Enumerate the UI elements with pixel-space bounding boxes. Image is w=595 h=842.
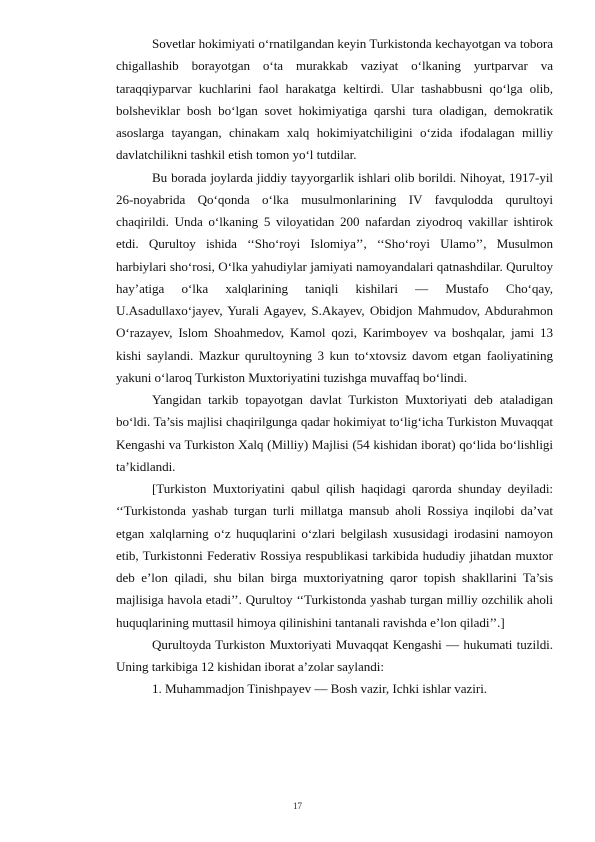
page-number: 17 (293, 801, 302, 811)
paragraph-4: [Turkiston Muxtoriyatini qabul qilish haqidagi qarorda shunday deyiladi: ‘‘Turkistonda yashab turgan turli millatga mansub aholi Rossiya inqilobi da’vat etgan xalqlarning o‘z huquqlarini o‘zlari belgilash xususidagi irodasini namoyon etib, Turkistonni Federativ Rossiya respublikasi tarkibida hududiy jihatdan muxtor deb e’lon qiladi, shu bilan birga muxtoriyatning qaror topish shakllarini Ta’sis majlisiga havola etadi’’. Qurultoy ‘‘Turkistonda yashab turgan milliy ozchilik aholi huquqlarining muttasil himoya qilinishini tantanali ravishda e’lon qiladi’’.] (116, 481, 553, 630)
paragraph-5: Qurultoyda Turkiston Muxtoriyati Muvaqqat Kengashi — hukumati tuzildi. Uning tarkibiga 12 kishidan iborat a’zolar saylandi: (116, 636, 553, 674)
paragraph-1: Sovetlar hokimiyati o‘rnatilgandan keyin Turkistonda kechayotgan va tobora chigallashib borayotgan o‘ta murakkab vaziyat o‘lkaning yurtparvar va taraqqiyparvar kuchlarini faol harakatga keltirdi. Ular tashabbusni qo‘lga olib, bolsheviklar bosh bo‘lgan sovet hokimiyatiga qarshi tura oladigan, demokratik asoslarga tayangan, chinakam xalq hokimiyatchiligini o‘zida ifodalagan milliy davlatchilikni tashkil etish tomon yo‘l tutdilar. (116, 36, 553, 163)
paragraph-2: Bu borada joylarda jiddiy tayyorgarlik ishlari olib borildi. Nihoyat, 1917-yil 26-noyabrida Qo‘qonda o‘lka musulmonlarining IV favqulodda qurultoyi chaqirildi. Unda o‘lkaning 5 viloyatidan 200 nafardan ziyodroq vakillar ishtirok etdi. Qurultoy ishida ‘‘Sho‘royi Islomiya’’, ‘‘Sho‘royi Ulamo’’, Musulmon harbiylari sho‘rosi, O‘lka yahudiylar jamiyati namoyandalari qatnashdilar. Qurultoy hay’atiga o‘lka xalqlarining taniqli kishilari — Mustafo Cho‘qay, U.Asadullaxo‘jayev, Yurali Agayev, S.Akayev, Obidjon Mahmudov, Abdurahmon O‘razayev, Islom Shoahmedov, Kamol qozi, Karimboyev va boshqalar, jami 13 kishi saylandi. Mazkur qurultoyning 3 kun to‘xtovsiz davom etgan faoliyatining yakuni o‘laroq Turkiston Muxtoriyatini tuzishga muvaffaq bo‘lindi. (116, 169, 553, 385)
body-text (116, 33, 553, 701)
paragraph-3: Yangidan tarkib topayotgan davlat Turkiston Muxtoriyati deb ataladigan bo‘ldi. Ta’sis majlisi chaqirilgunga qadar hokimiyat to‘lig‘icha Turkiston Muvaqqat Kengashi va Turkiston Xalq (Milliy) Majlisi (54 kishidan iborat) qo‘lida bo‘lishligi ta’kidlandi. (116, 392, 553, 474)
paragraph-6: 1. Muhammadjon Tinishpayev — Bosh vazir, Ichki ishlar vaziri. (152, 681, 488, 697)
